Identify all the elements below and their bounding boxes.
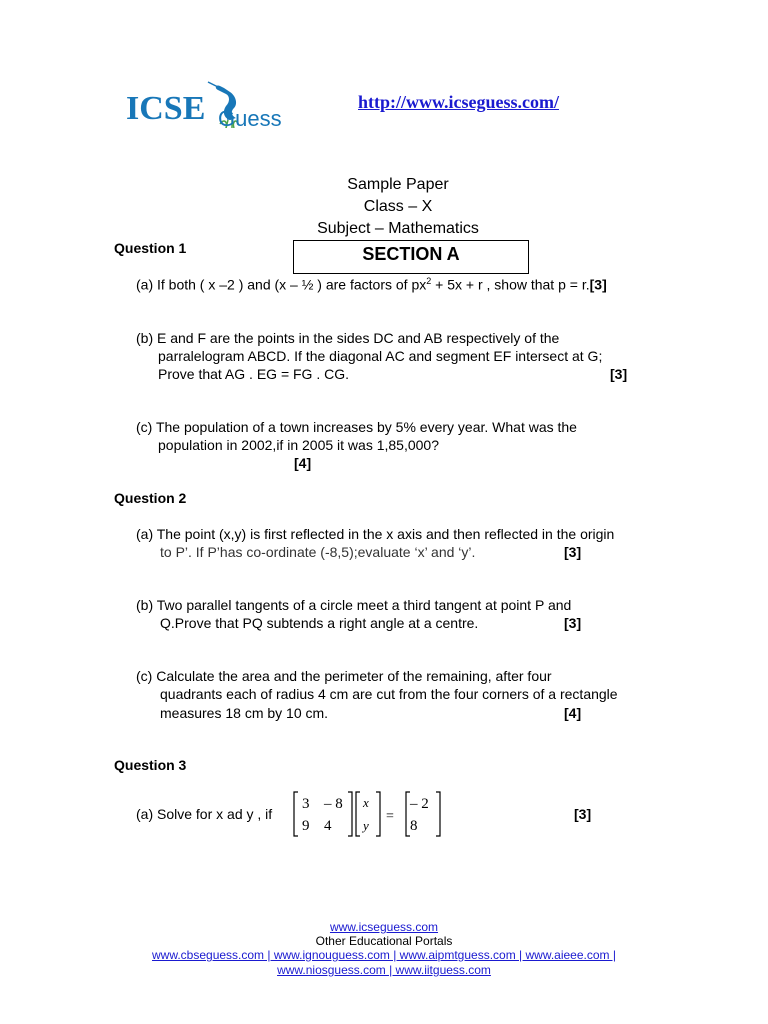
q1a-text: (a) If both ( x –2 ) and (x – ½ ) are factors of $px^2 + 5x + r$ , show that p = r.[3] <box>136 276 607 293</box>
footer-links-line1 <box>0 948 768 962</box>
q1b-mark: [3] <box>610 366 628 382</box>
q1b-line1: (b) E and F are the points in the sides DC and AB respectively of the <box>136 330 560 346</box>
matrix-a-11: 3 <box>302 796 310 812</box>
question-3-heading: Question 3 <box>114 757 187 773</box>
footer-site <box>0 920 768 934</box>
icseguess-logo <box>126 78 296 138</box>
class-title: Class – X <box>363 198 433 215</box>
matrix-b-2: 8 <box>410 818 418 834</box>
q1c-line1: (c) The population of a town increases by 5% every year. What was the <box>136 419 577 435</box>
sample-paper-title: Sample Paper <box>347 176 449 193</box>
section-title: SECTION A <box>362 244 460 264</box>
q2a-line2: to P’. If P’has co-ordinate (-8,5);evaluate ‘x’ and ‘y’. <box>160 544 476 560</box>
footer-portal-links-1[interactable]: www.cbseguess.com | www.ignouguess.com | www.aipmtguess.com | www.aieee.com | <box>152 948 616 962</box>
q2c-line3: measures 18 cm by 10 cm. <box>160 705 329 721</box>
matrix-a-21: 9 <box>302 818 310 834</box>
matrix-x-1: x <box>363 795 369 810</box>
q3a-mark: [3] <box>574 806 592 822</box>
footer-links-line2 <box>0 963 768 977</box>
q2c-mark: [4] <box>564 705 582 721</box>
q1b-line3: Prove that AG . EG = FG . CG. <box>158 366 350 382</box>
footer-portal-links-2[interactable]: www.niosguess.com | www.iitguess.com <box>277 963 491 977</box>
q1c-line2: population in 2002,if in 2005 it was 1,85,000? <box>158 437 439 453</box>
footer-site-link[interactable]: www.icseguess.com <box>329 920 439 934</box>
q2b-line2: Q.Prove that PQ subtends a right angle at a centre. <box>160 615 479 631</box>
equals-sign: = <box>386 809 394 824</box>
q2b-mark: [3] <box>564 615 582 631</box>
matrix-b-1: – 2 <box>410 796 429 812</box>
q2a-mark: [3] <box>564 544 582 560</box>
matrix-a-12: – 8 <box>324 796 343 812</box>
q2c-line1: (c) Calculate the area and the perimeter of the remaining, after four <box>136 668 552 684</box>
question-2-heading: Question 2 <box>114 490 187 506</box>
footer-other-portals: Other Educational Portals <box>315 934 453 948</box>
website-url-link[interactable]: http://www.icseguess.com/ <box>358 92 559 112</box>
matrix-x-2: y <box>363 818 369 833</box>
logo-guess-text: Guess <box>218 106 282 131</box>
question-1-heading: Question 1 <box>114 240 187 256</box>
q1c-mark: [4] <box>294 455 312 471</box>
q2a-line1: (a) The point (x,y) is first reflected in the x axis and then reflected in the origin <box>136 526 615 542</box>
subject-title: Subject – Mathematics <box>317 220 479 237</box>
q1b-line2: parralelogram ABCD. If the diagonal AC and segment EF intersect at G; <box>158 348 603 364</box>
matrix-equation <box>290 790 450 843</box>
logo-icse-text: ICSE <box>126 90 206 127</box>
q2b-line1: (b) Two parallel tangents of a circle meet a third tangent at point P and <box>136 597 572 613</box>
q3a-text: (a) Solve for x ad y , if <box>136 806 273 822</box>
q2c-line2: quadrants each of radius 4 cm are cut from the four corners of a rectangle <box>160 686 618 702</box>
q1a-mark: [3] <box>589 276 607 293</box>
matrix-a-22: 4 <box>324 818 332 834</box>
